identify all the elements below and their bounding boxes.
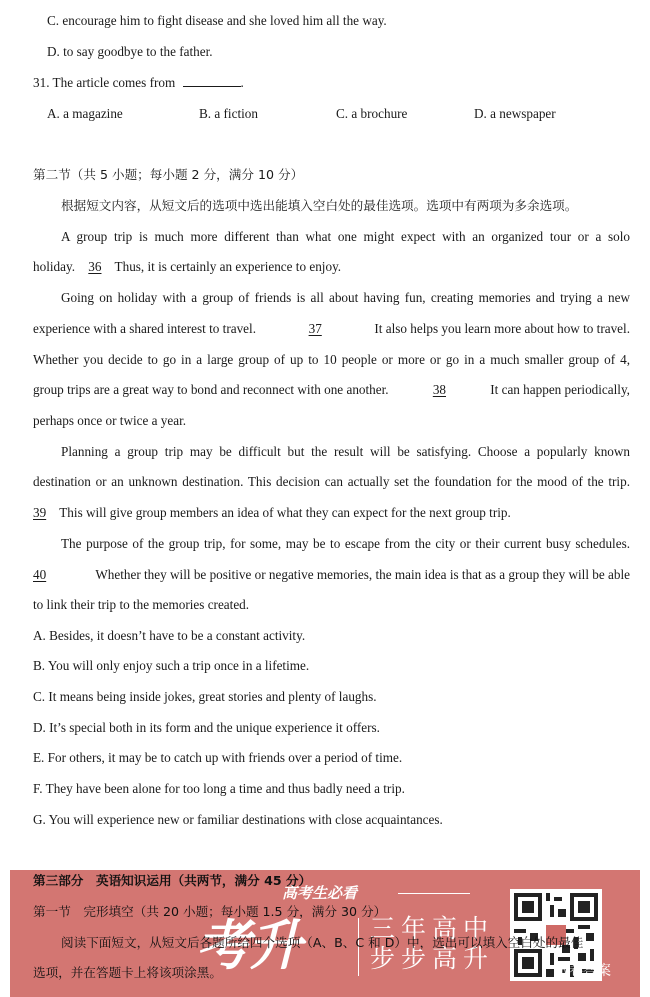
p3-line1: Planning a group trip may be difficult but the result will be satisfying. Choose a popularly known xyxy=(61,444,630,459)
watermark-slogan-line2: 步步高升 xyxy=(370,944,495,973)
part3-instruction-line1: 阅读下面短文，从短文后各题所给四个选项（A、B、C 和 D）中，选出可以填入空白处的最佳 xyxy=(61,935,584,950)
section2-instruction: 根据短文内容，从短文后的选项中选出能填入空白处的最佳选项。选项中有两项为多余选项。 xyxy=(61,198,578,213)
p3-line2: destination or an unknown destination. This decision can actually set the foundation for the mood of the trip. xyxy=(33,474,630,489)
p1-line1: A group trip is much more different than what one might expect with an organized tour or a solo xyxy=(61,229,630,244)
p1-line2 xyxy=(33,258,341,276)
option-g: G. You will experience new or familiar destinations with close acquaintances. xyxy=(33,812,443,827)
p2-line5: perhaps once or twice a year. xyxy=(33,413,187,428)
p2-line2-end: It also helps you learn more about how to travel. xyxy=(374,321,630,336)
p2-line3: Whether you decide to go in a large group of up to 10 people or more or go in a much smaller group of 4, xyxy=(33,352,630,367)
p2-line4 xyxy=(33,381,630,399)
watermark-slogan-line1: 三年高中 xyxy=(370,914,495,943)
option-c: C. It means being inside jokes, great stories and plenty of laughs. xyxy=(33,689,377,704)
part3-heading: 第三部分 英语知识运用（共两节，满分 45 分） xyxy=(33,873,312,888)
q31-stem-end: . xyxy=(240,75,244,90)
part3-subheading: 第一节 完形填空（共 20 小题；每小题 1.5 分，满分 30 分） xyxy=(33,904,387,919)
p1-line2-start: holiday. xyxy=(33,259,75,274)
q31-option-c: C. a brochure xyxy=(336,106,408,121)
watermark-tagline: 高考生必看 xyxy=(282,884,358,902)
option-a: A. Besides, it doesn’t have to be a constant activity. xyxy=(33,628,306,643)
blank-38: 38 xyxy=(432,382,446,397)
section2-heading: 第二节（共 5 小题；每小题 2 分，满分 10 分） xyxy=(33,167,304,182)
p4-line3: to link their trip to the memories created. xyxy=(33,597,250,612)
blank-37: 37 xyxy=(308,321,322,336)
q31-option-b: B. a fiction xyxy=(199,106,258,121)
p2-line2-start: experience with a shared interest to travel. xyxy=(33,321,256,336)
watermark-tagline-rule xyxy=(398,893,470,894)
q31-option-d: D. a newspaper xyxy=(474,106,556,121)
blank-40: 40 xyxy=(33,567,47,582)
qr-caption: 试卷答案 xyxy=(555,963,611,979)
p1-line2-end: Thus, it is certainly an experience to enjoy. xyxy=(114,259,342,274)
q31-option-a: A. a magazine xyxy=(47,106,123,121)
q30-option-d: D. to say goodbye to the father. xyxy=(47,44,213,59)
option-b: B. You will only enjoy such a trip once in a lifetime. xyxy=(33,658,310,673)
p2-line1: Going on holiday with a group of friends is all about having fun, creating memories and trying a new xyxy=(61,290,630,305)
q31-blank xyxy=(183,74,241,87)
p4-line1: The purpose of the group trip, for some, may be to escape from the city or their current busy schedules. xyxy=(61,536,630,551)
p2-line2 xyxy=(33,320,630,338)
part3-instruction-line2: 选项，并在答题卡上将该项涂黑。 xyxy=(33,965,222,980)
option-e: E. For others, it may be to catch up with friends over a period of time. xyxy=(33,750,403,765)
p2-line4-start: group trips are a great way to bond and reconnect with one another. xyxy=(33,382,389,397)
p4-line2-end: Whether they will be positive or negative memories, the main idea is that as a group they will be able xyxy=(95,567,630,582)
p3-line3-end: This will give group members an idea of what they can expect for the next group trip. xyxy=(59,505,511,520)
p4-line2 xyxy=(33,566,630,584)
p2-line4-end: It can happen periodically, xyxy=(490,382,630,397)
watermark-logo: 考升 xyxy=(196,914,300,977)
blank-39: 39 xyxy=(33,505,47,520)
option-f: F. They have been alone for too long a time and thus badly need a trip. xyxy=(33,781,405,796)
p3-line3 xyxy=(33,504,511,522)
q31-stem-text: 31. The article comes from xyxy=(33,75,176,90)
option-d: D. It’s special both in its form and the unique experience it offers. xyxy=(33,720,380,735)
blank-36: 36 xyxy=(88,259,102,274)
q30-option-c: C. encourage him to fight disease and she loved him all the way. xyxy=(47,13,387,28)
q31-stem xyxy=(33,74,244,92)
